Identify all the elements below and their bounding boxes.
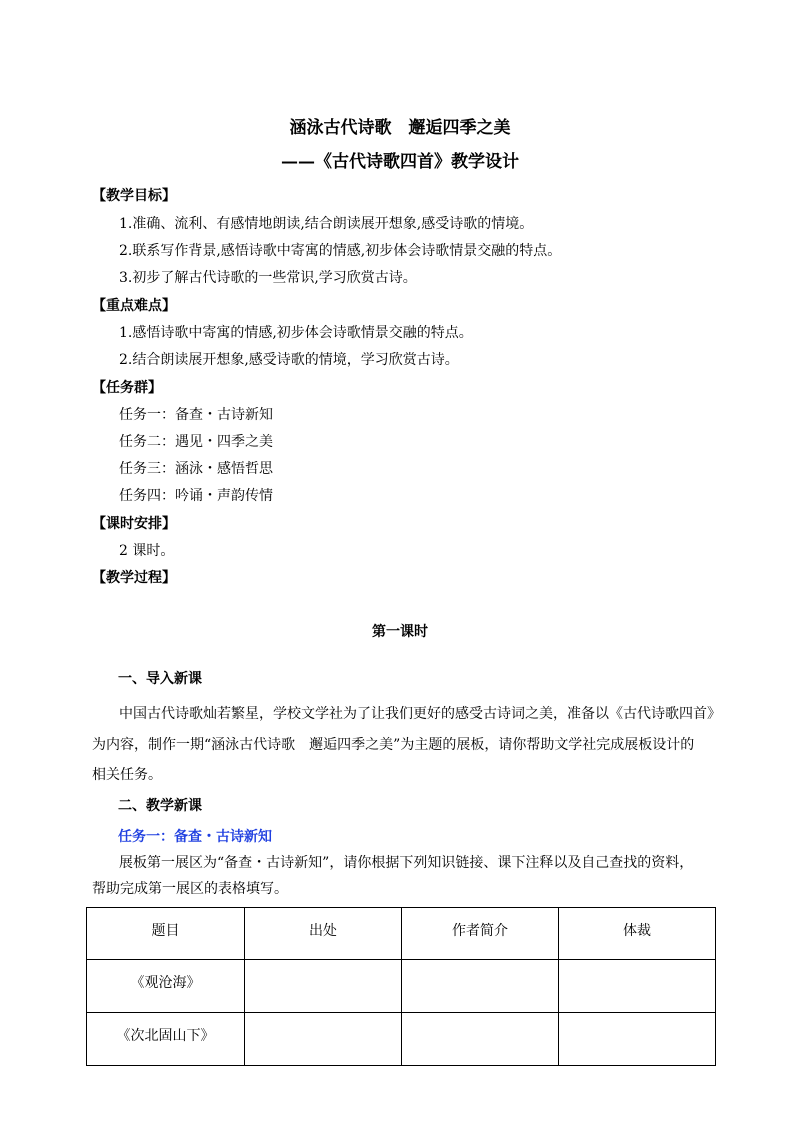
table-cell-genre[interactable] [559, 1013, 716, 1066]
table-header-cell: 出处 [245, 908, 402, 960]
task-item: 任务一：备查・古诗新知 [119, 407, 273, 423]
table-cell-source[interactable] [245, 960, 402, 1013]
task1-paragraph-line: 帮助完成第一展区的表格填写。 [92, 881, 288, 897]
table-header-cell: 作者简介 [402, 908, 559, 960]
task-item: 任务三：涵泳・感悟哲思 [119, 461, 273, 477]
table-header-row [87, 908, 716, 960]
intro-paragraph-line: 中国古代诗歌灿若繁星，学校文学社为了让我们更好的感受古诗词之美，准备以《古代诗歌四首》 [119, 706, 721, 722]
tasks-heading: 【任务群】 [92, 380, 162, 396]
goals-heading: 【教学目标】 [92, 188, 176, 204]
task1-paragraph-line: 展板第一展区为“备查・古诗新知”，请你根据下列知识链接、课下注释以及自己查找的资料， [119, 855, 694, 871]
document-subtitle: ——《古代诗歌四首》教学设计 [281, 152, 519, 172]
table-cell-genre[interactable] [559, 960, 716, 1013]
goal-item: 1.准确、流利、有感情地朗读,结合朗读展开想象,感受诗歌的情境。 [119, 216, 534, 232]
table-cell-author[interactable] [402, 960, 559, 1013]
new-lesson-heading: 二、教学新课 [118, 798, 202, 814]
table-row [87, 960, 716, 1013]
table-cell-author[interactable] [402, 1013, 559, 1066]
table-header-cell: 题目 [87, 908, 245, 960]
intro-heading: 一、导入新课 [118, 671, 202, 687]
goal-item: 2.联系写作背景,感悟诗歌中寄寓的情感,初步体会诗歌情景交融的特点。 [119, 243, 562, 259]
table-cell-title: 《观沧海》 [87, 960, 245, 1013]
task1-heading: 任务一：备查・古诗新知 [118, 829, 272, 845]
key-point-item: 1.感悟诗歌中寄寓的情感,初步体会诗歌情景交融的特点。 [119, 325, 473, 341]
intro-paragraph-line: 相关任务。 [92, 767, 162, 783]
table-cell-title: 《次北固山下》 [87, 1013, 245, 1066]
table-row [87, 1013, 716, 1066]
table-cell-source[interactable] [245, 1013, 402, 1066]
key-points-heading: 【重点难点】 [92, 298, 176, 314]
knowledge-table [86, 907, 716, 1066]
schedule-text: 2 课时。 [119, 543, 175, 559]
goal-item: 3.初步了解古代诗歌的一些常识,学习欣赏古诗。 [119, 270, 417, 286]
period-heading: 第一课时 [372, 624, 428, 640]
document-title: 涵泳古代诗歌 邂逅四季之美 [289, 118, 511, 138]
task-item: 任务二：遇见・四季之美 [119, 434, 273, 450]
table-header-cell: 体裁 [559, 908, 716, 960]
schedule-heading: 【课时安排】 [92, 516, 176, 532]
key-point-item: 2.结合朗读展开想象,感受诗歌的情境，学习欣赏古诗。 [119, 352, 459, 368]
intro-paragraph-line: 为内容，制作一期“涵泳古代诗歌 邂逅四季之美”为主题的展板，请你帮助文学社完成展板设计的 [92, 737, 695, 753]
process-heading: 【教学过程】 [92, 570, 176, 586]
task-item: 任务四：吟诵・声韵传情 [119, 488, 273, 504]
